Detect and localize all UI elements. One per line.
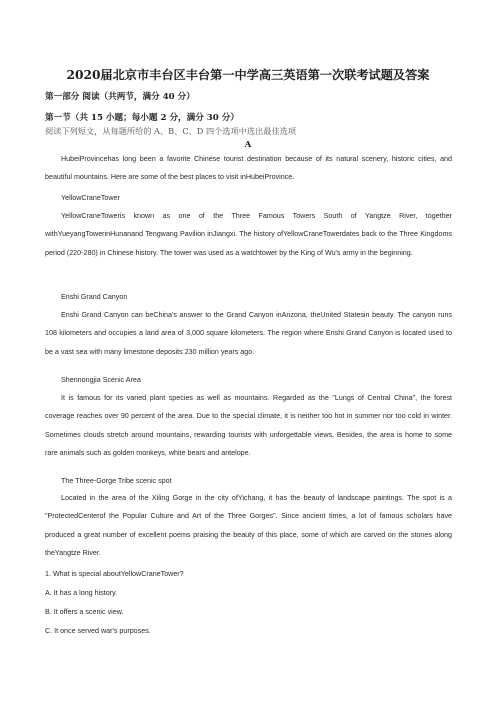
passage-letter: A bbox=[244, 140, 252, 150]
spot-paragraph-enshi-grand-canyon: Enshi Grand Canyon can beChina's answer to the Grand Canyon inArizona, theUnited Statesin beauty. The canyon runs 108 kilometers and occupies a land area of 3,000 square kilometers. The region where Enshi Grand Canyon is located used to be a vast sea with many limestone deposits 230 million years ago. bbox=[45, 311, 452, 356]
spot-heading-shennongjia: Shennongjia Scenic Area bbox=[61, 376, 141, 384]
spot-heading-yellow-crane-tower: YellowCraneTower bbox=[61, 194, 120, 202]
section-heading: 第一节（共 15 小题；每小题 2 分，满分 30 分） bbox=[45, 113, 239, 123]
spot-paragraph-three-gorge-tribe: Located in the area of the Xiling Gorge in the city ofYichang, it has the beauty of landscape paintings. The spot is a "ProtectedCenterof the Popular Culture and Art of the Three Gorges". Since ancient times, a lot of famous scholars have produced a great number of excellent poems praising the beauty of this place, some of which are carved on the stones along theYangtze River. bbox=[45, 494, 452, 557]
spot-paragraph-yellow-crane-tower: YellowCraneToweris known as one of the Three Famous Towers South of Yangtze River, together withYueyangTowerinHunanand Tengwang Pavilion inJiangxi. The history ofYellowCraneTowerdates back to the Three Kingdoms period (220-280) in Chinese history. The tower was used as a watchtower by the King of Wu's army in the beginning. bbox=[45, 212, 452, 257]
option-a: A. It has a long history. bbox=[45, 589, 118, 597]
option-b: B. It offers a scenic view. bbox=[45, 608, 124, 616]
part-heading: 第一部分 阅读（共两节，满分 40 分） bbox=[45, 92, 195, 102]
instruction-text: 阅读下列短文，从每题所给的 A、B、C、D 四个选项中选出最佳选项 bbox=[45, 126, 297, 136]
option-c: C. It once served war's purposes. bbox=[45, 627, 151, 635]
spot-heading-three-gorge-tribe: The Three-Gorge Tribe scenic spot bbox=[61, 477, 172, 485]
document-title: 2020届北京市丰台区丰台第一中学高三英语第一次联考试题及答案 bbox=[66, 68, 430, 82]
spot-paragraph-shennongjia: It is famous for its varied plant species as well as mountains. Regarded as the "Lungs of Central China", the forest coverage reaches over 90 percent of the area. Due to the special climate, it is neither too hot in summer nor too cold in winter. Sometimes clouds stretch around mountains, rewarding tourists with unforgettable views. Besides, the area is home to some rare animals such as golden monkeys, white bears and antelope. bbox=[45, 394, 452, 457]
spot-heading-enshi-grand-canyon: Enshi Grand Canyon bbox=[61, 293, 128, 301]
question-stem: 1. What is special aboutYellowCraneTower? bbox=[45, 570, 184, 578]
intro-paragraph: HubeiProvincehas long been a favorite Chinese tourist destination because of its natural scenery, historic cities, and beautiful mountains. Here are some of the best places to visit inHubeiProvince. bbox=[45, 155, 452, 182]
